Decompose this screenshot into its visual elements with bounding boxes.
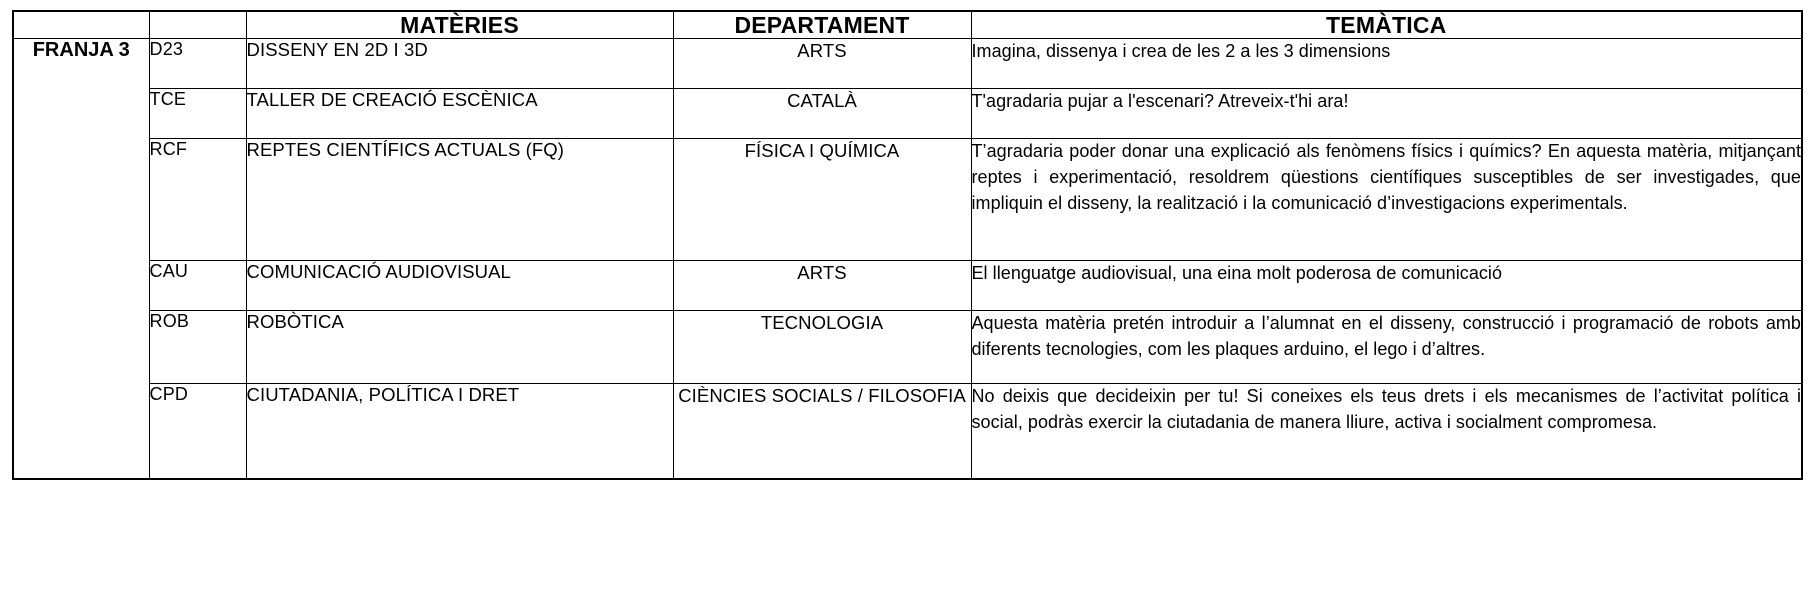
row-materia: COMUNICACIÓ AUDIOVISUAL bbox=[246, 261, 673, 311]
row-tematica: No deixis que decideixin per tu! Si coneixes els teus drets i els mecanismes de l’activitat política i social, podràs exercir la ciutadania de manera lliure, activa i socialment compromesa. bbox=[971, 384, 1802, 479]
row-code: D23 bbox=[149, 39, 246, 89]
row-materia: REPTES CIENTÍFICS ACTUALS (FQ) bbox=[246, 139, 673, 261]
row-departament: ARTS bbox=[673, 39, 971, 89]
row-code: CAU bbox=[149, 261, 246, 311]
row-code: TCE bbox=[149, 89, 246, 139]
row-code: ROB bbox=[149, 311, 246, 384]
header-materies: MATÈRIES bbox=[246, 11, 673, 39]
row-departament: TECNOLOGIA bbox=[673, 311, 971, 384]
row-tematica: El llenguatge audiovisual, una eina molt poderosa de comunicació bbox=[971, 261, 1802, 311]
row-tematica: Imagina, dissenya i crea de les 2 a les 3 dimensions bbox=[971, 39, 1802, 89]
row-materia: ROBÒTICA bbox=[246, 311, 673, 384]
table-header-row bbox=[13, 11, 1802, 39]
row-materia: TALLER DE CREACIÓ ESCÈNICA bbox=[246, 89, 673, 139]
header-blank-franja bbox=[13, 11, 149, 39]
franja-label: FRANJA 3 bbox=[13, 39, 149, 479]
table-row bbox=[13, 384, 1802, 479]
row-code: CPD bbox=[149, 384, 246, 479]
row-tematica: Aquesta matèria pretén introduir a l’alumnat en el disseny, construcció i programació de robots amb diferents tecnologies, com les plaques arduino, el lego i d’altres. bbox=[971, 311, 1802, 384]
table-row bbox=[13, 139, 1802, 261]
row-departament: CIÈNCIES SOCIALS / FILOSOFIA bbox=[673, 384, 971, 479]
row-departament: CATALÀ bbox=[673, 89, 971, 139]
row-tematica: T’agradaria poder donar una explicació als fenòmens físics i químics? En aquesta matèria, mitjançant reptes i experimentació, resoldrem qüestions científiques susceptibles de ser investigades, que impliquin el disseny, la realització i la comunicació d’investigacions experimentals. bbox=[971, 139, 1802, 261]
row-departament: FÍSICA I QUÍMICA bbox=[673, 139, 971, 261]
row-departament: ARTS bbox=[673, 261, 971, 311]
table-row bbox=[13, 261, 1802, 311]
row-materia: CIUTADANIA, POLÍTICA I DRET bbox=[246, 384, 673, 479]
row-materia: DISSENY EN 2D I 3D bbox=[246, 39, 673, 89]
table-row bbox=[13, 311, 1802, 384]
row-tematica: T'agradaria pujar a l'escenari? Atreveix-t'hi ara! bbox=[971, 89, 1802, 139]
subjects-table bbox=[12, 10, 1803, 480]
header-blank-code bbox=[149, 11, 246, 39]
row-code: RCF bbox=[149, 139, 246, 261]
table-row bbox=[13, 39, 1802, 89]
header-tematica: TEMÀTICA bbox=[971, 11, 1802, 39]
table-row bbox=[13, 89, 1802, 139]
header-departament: DEPARTAMENT bbox=[673, 11, 971, 39]
